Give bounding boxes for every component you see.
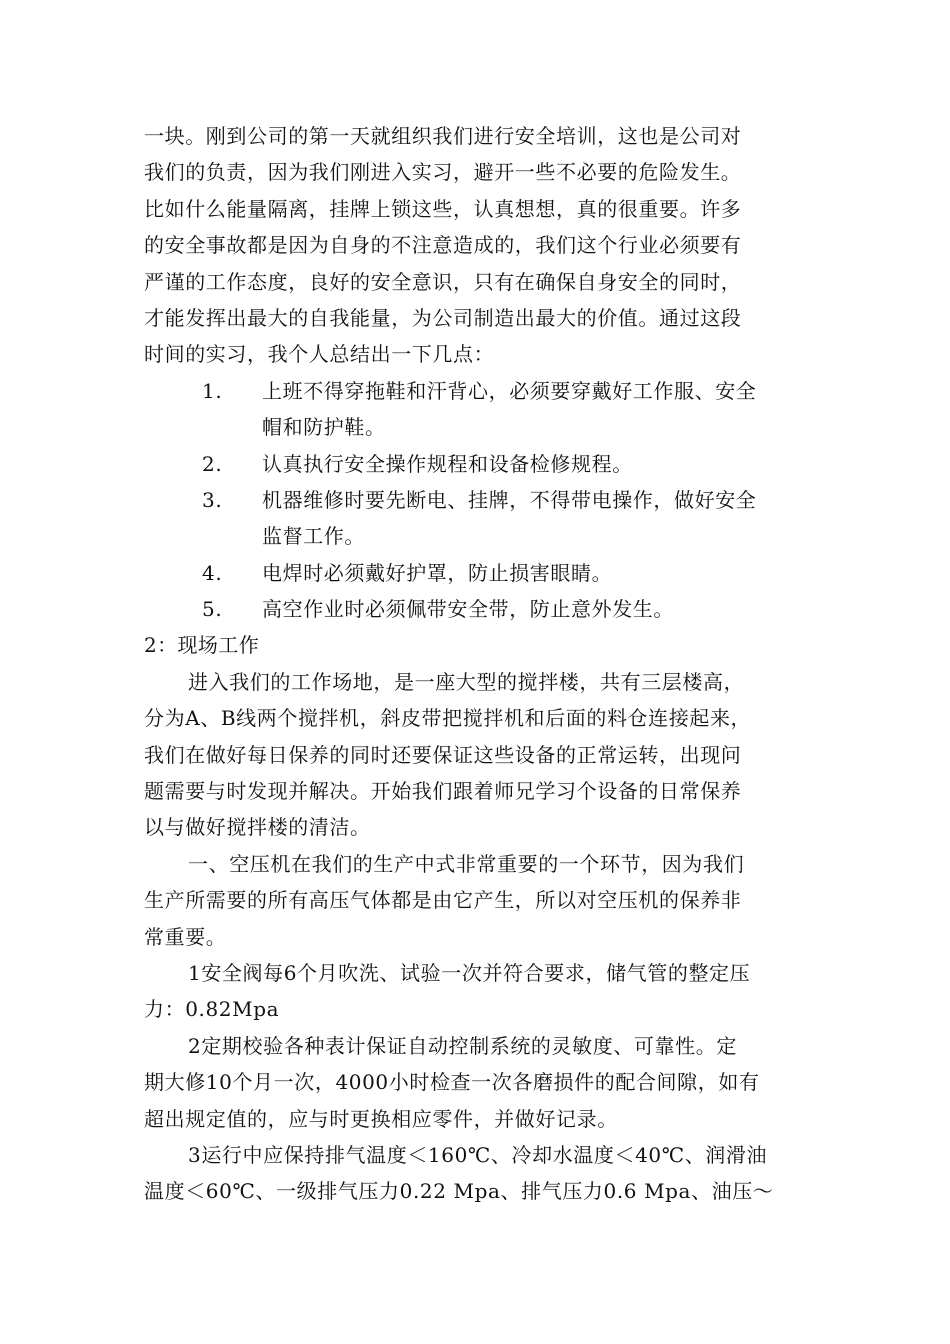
- text-line: 时间的实习，我个人总结出一下几点：: [144, 342, 495, 367]
- list-number: 5.: [202, 597, 223, 622]
- text-line: 以与做好搅拌楼的清洁。: [144, 815, 371, 840]
- text-line: 一块。刚到公司的第一天就组织我们进行安全培训，这也是公司对: [144, 124, 742, 148]
- list-text: 认真执行安全操作规程和设备检修规程。: [262, 451, 633, 476]
- list-number: 2.: [202, 451, 223, 476]
- list-text: 高空作业时必须佩带安全带，防止意外发生。: [262, 597, 674, 622]
- text-line: 一、空压机在我们的生产中式非常重要的一个环节，因为我们: [188, 851, 745, 876]
- section-heading: 2：现场工作: [144, 633, 260, 658]
- text-line: 2定期校验各种表计保证自动控制系统的灵敏度、可靠性。定: [188, 1033, 737, 1058]
- list-number: 1.: [202, 378, 223, 403]
- text-line: 我们在做好每日保养的同时还要保证这些设备的正常运转，出现问: [144, 742, 742, 767]
- list-text: 机器维修时要先断电、挂牌，不得带电操作，做好安全: [262, 487, 757, 512]
- text-line: 比如什么能量隔离，挂牌上锁这些，认真想想，真的很重要。许多: [144, 196, 742, 221]
- list-item: [144, 446, 804, 482]
- text-line: 超出规定值的，应与时更换相应零件，并做好记录。: [144, 1106, 618, 1131]
- intro-paragraph: [144, 118, 804, 373]
- text-line: 力：0.82Mpa: [144, 997, 280, 1022]
- text-line: 我们的负责，因为我们刚进入实习，避开一些不必要的危险发生。: [144, 160, 742, 185]
- list-number: 4.: [202, 560, 223, 585]
- list-number: 3.: [202, 487, 223, 512]
- text-line: 的安全事故都是因为自身的不注意造成的，我们这个行业必须要有: [144, 233, 742, 258]
- paragraph-air-compressor: [144, 846, 804, 955]
- list-item: [144, 373, 804, 446]
- paragraph-item-1: [144, 955, 804, 1028]
- safety-list: [144, 373, 804, 628]
- list-text: 监督工作。: [262, 524, 365, 549]
- text-line: 生产所需要的所有高压气体都是由它产生，所以对空压机的保养非: [144, 888, 742, 913]
- text-line: 期大修10个月一次，4000小时检查一次各磨损件的配合间隙，如有: [144, 1070, 760, 1095]
- list-item: [144, 482, 804, 555]
- paragraph-item-2: [144, 1028, 804, 1137]
- text-line: 严谨的工作态度，良好的安全意识，只有在确保自身安全的同时，: [144, 269, 742, 294]
- list-item: [144, 555, 804, 591]
- text-line: 常重要。: [144, 924, 227, 949]
- list-text: 帽和防护鞋。: [262, 415, 386, 440]
- list-item: [144, 591, 804, 627]
- text-line: 1安全阀每6个月吹洗、试验一次并符合要求，储气管的整定压: [188, 960, 751, 985]
- paragraph-item-3: [144, 1137, 804, 1210]
- text-line: 才能发挥出最大的自我能量，为公司制造出最大的价值。通过这段: [144, 305, 742, 330]
- document-body: [144, 118, 804, 1210]
- text-line: 进入我们的工作场地，是一座大型的搅拌楼，共有三层楼高，: [188, 669, 745, 694]
- list-text: 电焊时必须戴好护罩，防止损害眼睛。: [262, 560, 613, 585]
- paragraph-worksite: [144, 664, 804, 846]
- text-line: 温度＜60℃、一级排气压力0.22 Mpa、排气压力0.6 Mpa、油压～: [144, 1179, 774, 1204]
- list-text: 上班不得穿拖鞋和汗背心，必须要穿戴好工作服、安全: [262, 378, 757, 403]
- text-line: 题需要与时发现并解决。开始我们跟着师兄学习个设备的日常保养: [144, 779, 742, 804]
- text-line: 分为A、B线两个搅拌机，斜皮带把搅拌机和后面的料仓连接起来，: [144, 706, 752, 731]
- text-line: 3运行中应保持排气温度＜160℃、冷却水温度＜40℃、润滑油: [188, 1142, 768, 1167]
